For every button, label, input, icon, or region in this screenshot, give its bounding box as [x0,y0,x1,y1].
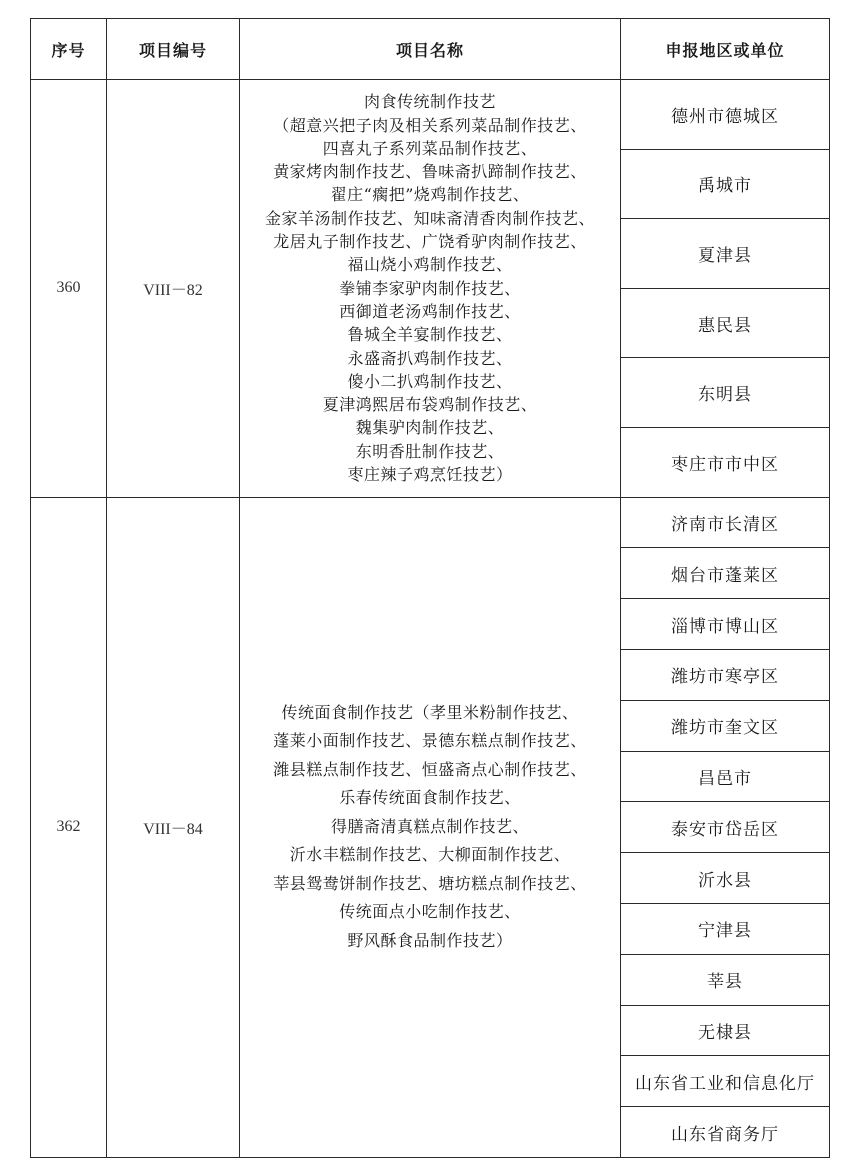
header-region: 申报地区或单位 [621,19,830,80]
region-cell: 莘县 [621,954,830,1005]
project-name-line: 傻小二扒鸡制作技艺、 [347,371,513,391]
project-name-line: 黄家烤肉制作技艺、鲁味斋扒蹄制作技艺、 [273,162,587,182]
project-name-line: 魏集驴肉制作技艺、 [355,418,505,438]
region-cell: 枣庄市市中区 [621,427,830,497]
region-cell: 潍坊市奎文区 [621,700,830,751]
project-name-line: 拳铺李家驴肉制作技艺、 [339,278,521,298]
project-name-line: 翟庄“瘸把”烧鸡制作技艺、 [330,185,530,205]
region-cell: 沂水县 [621,853,830,904]
project-name-line: 西御道老汤鸡制作技艺、 [339,301,521,321]
region-cell: 昌邑市 [621,751,830,802]
project-name-line: 福山烧小鸡制作技艺、 [347,255,513,275]
table-row [31,497,830,548]
region-cell: 泰安市岱岳区 [621,802,830,853]
region-cell: 惠民县 [621,288,830,358]
code-cell: VIII－82 [107,80,240,498]
project-name-line: （超意兴把子肉及相关系列菜品制作技艺、 [273,115,587,135]
seq-cell: 362 [31,497,107,1157]
project-name-line: 传统面食制作技艺（孝里米粉制作技艺、 [281,702,579,722]
project-name-line: 四喜丸子系列菜品制作技艺、 [322,138,538,158]
project-name-line: 夏津鸿熙居布袋鸡制作技艺、 [322,395,538,415]
project-name-line: 乐春传统面食制作技艺、 [339,788,521,808]
heritage-project-table [30,18,830,1158]
project-name-line: 得膳斋清真糕点制作技艺、 [330,816,529,836]
header-name: 项目名称 [240,19,621,80]
project-name-line: 沂水丰糕制作技艺、大柳面制作技艺、 [289,845,571,865]
region-cell: 禹城市 [621,149,830,219]
project-name-line: 潍县糕点制作技艺、恒盛斋点心制作技艺、 [273,759,587,779]
header-code: 项目编号 [107,19,240,80]
seq-cell: 360 [31,80,107,498]
project-name-line: 蓬莱小面制作技艺、景德东糕点制作技艺、 [273,731,587,751]
project-name-line: 龙居丸子制作技艺、广饶肴驴肉制作技艺、 [273,232,587,252]
region-cell: 德州市德城区 [621,80,830,150]
project-name-line: 莘县鸳鸯饼制作技艺、塘坊糕点制作技艺、 [273,873,587,893]
project-name-line: 传统面点小吃制作技艺、 [339,902,521,922]
project-name-line: 永盛斋扒鸡制作技艺、 [347,348,513,368]
code-cell: VIII－84 [107,497,240,1157]
project-name-line: 鲁城全羊宴制作技艺、 [347,325,513,345]
project-name-cell [240,80,621,498]
project-name-line: 东明香肚制作技艺、 [355,441,505,461]
region-cell: 济南市长清区 [621,497,830,548]
project-name-line: 金家羊汤制作技艺、知味斋清香肉制作技艺、 [264,208,595,228]
header-seq: 序号 [31,19,107,80]
region-cell: 夏津县 [621,219,830,289]
project-name-line: 野风酥食品制作技艺） [347,930,513,950]
region-cell: 烟台市蓬莱区 [621,548,830,599]
project-name-line: 肉食传统制作技艺 [363,92,496,112]
table-row [31,80,830,150]
region-cell: 宁津县 [621,903,830,954]
region-cell: 东明县 [621,358,830,428]
project-name-cell [240,497,621,1157]
region-cell: 淄博市博山区 [621,599,830,650]
project-name-line: 枣庄辣子鸡烹饪技艺） [347,465,513,484]
region-cell: 无棣县 [621,1005,830,1056]
region-cell: 山东省工业和信息化厅 [621,1056,830,1107]
region-cell: 山东省商务厅 [621,1107,830,1158]
region-cell: 潍坊市寒亭区 [621,649,830,700]
header-row [31,19,830,80]
